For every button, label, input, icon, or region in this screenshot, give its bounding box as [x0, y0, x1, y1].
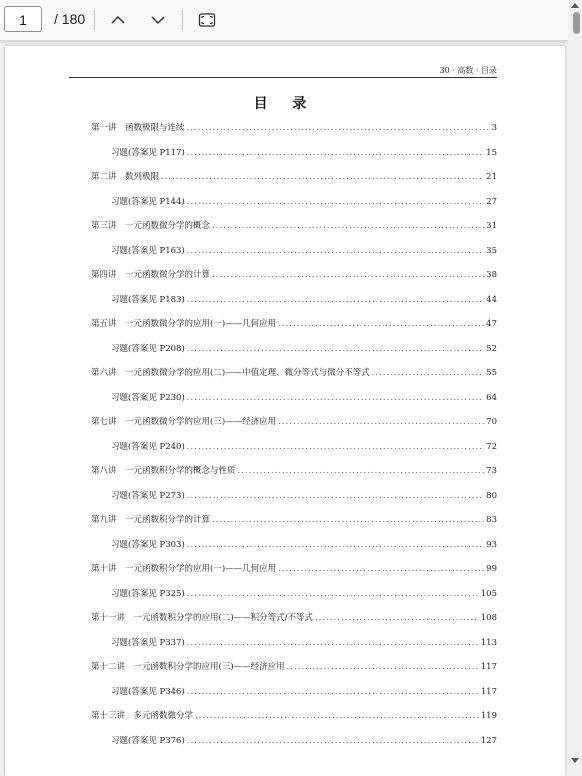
toc-page-number: 35 [486, 245, 497, 256]
toc-leader-dots [187, 197, 484, 207]
toc-chapter-row[interactable] [91, 464, 497, 476]
toc-entry-label: 习题(答案见 P183) [111, 294, 185, 305]
toc-leader-dots [278, 564, 484, 574]
chevron-down-icon [150, 12, 166, 28]
toc-entry-label: 第三讲 一元函数微分学的概念 [91, 221, 211, 231]
toc-leader-dots [161, 172, 484, 182]
toc-entry-label: 第十二讲 一元函数积分学的应用(三)——经济应用 [91, 662, 285, 672]
toc-entry-label: 第五讲 一元函数微分学的应用(一)——几何应用 [91, 319, 277, 329]
toc-leader-dots [287, 662, 479, 672]
fit-page-button[interactable] [195, 8, 219, 32]
toc-page-number: 108 [480, 613, 497, 623]
toc-leader-dots [187, 638, 479, 648]
toc-leader-dots [187, 442, 484, 452]
toolbar-divider [94, 10, 95, 30]
toc-leader-dots [187, 246, 484, 256]
toc-page-number: 105 [480, 588, 497, 599]
toc-exercise-row[interactable] [111, 685, 497, 697]
toc-exercise-row[interactable] [111, 342, 497, 354]
toc-leader-dots [187, 295, 484, 305]
chevron-up-icon [110, 12, 126, 28]
toc-entry-label: 第十三讲 多元函数微分学 [91, 711, 194, 721]
toc-leader-dots [315, 613, 479, 623]
toc-entry-label: 第九讲 一元函数积分学的计算 [91, 515, 211, 525]
toc-entry-label: 第四讲 一元函数微分学的计算 [91, 270, 211, 280]
toc-page-number: 99 [486, 564, 497, 574]
toc-page-number: 93 [486, 539, 497, 550]
toc-exercise-row[interactable] [111, 636, 497, 648]
toc-leader-dots [187, 393, 484, 403]
toc-chapter-row[interactable] [91, 366, 497, 378]
toc-exercise-row[interactable] [111, 293, 497, 305]
toc-page-number: 38 [486, 270, 497, 280]
toc-chapter-row[interactable] [91, 121, 497, 133]
toc-chapter-row[interactable] [91, 268, 497, 280]
toc-exercise-row[interactable] [111, 587, 497, 599]
toc-chapter-row[interactable] [91, 219, 497, 231]
fit-page-icon [198, 12, 216, 28]
toc-page-number: 83 [486, 515, 497, 525]
toc-page-number: 15 [486, 147, 497, 158]
pdf-toolbar [0, 0, 568, 41]
toc-leader-dots [212, 221, 484, 231]
toc-chapter-row[interactable] [91, 709, 497, 721]
toc-page-number: 117 [480, 662, 497, 672]
toc-entry-label: 习题(答案见 P117) [111, 147, 185, 158]
toc-page-number: 21 [486, 172, 497, 182]
toc-leader-dots [187, 123, 490, 133]
toc-exercise-row[interactable] [111, 489, 497, 501]
toc-leader-dots [187, 148, 484, 158]
toc-chapter-row[interactable] [91, 513, 497, 525]
toc-page-number: 31 [486, 221, 497, 231]
toc-title: 目 录 [253, 96, 317, 112]
toc-page-number: 73 [486, 466, 497, 476]
page-total-label: / 180 [54, 11, 86, 27]
toc-leader-dots [372, 368, 485, 378]
toc-leader-dots [187, 540, 484, 550]
toc-page-number: 117 [480, 686, 497, 697]
toc-leader-dots [187, 589, 479, 599]
toc-entry-label: 习题(答案见 P273) [111, 490, 185, 501]
toc-chapter-row[interactable] [91, 611, 497, 623]
toc-page-number: 55 [486, 368, 497, 378]
toc-page-number: 27 [486, 196, 497, 207]
toc-leader-dots [278, 319, 484, 329]
scroll-up-arrow-icon[interactable] [571, 3, 579, 8]
next-page-button[interactable] [146, 8, 170, 32]
toc-entry-label: 习题(答案见 P303) [111, 539, 185, 550]
toc-exercise-row[interactable] [111, 734, 497, 746]
toc-entry-label: 习题(答案见 P144) [111, 196, 185, 207]
toc-page-number: 64 [486, 392, 497, 403]
toc-leader-dots [212, 270, 484, 280]
toc-page-number: 44 [486, 294, 497, 305]
scroll-down-arrow-icon[interactable] [571, 758, 579, 763]
toc-chapter-row[interactable] [91, 170, 497, 182]
toc-exercise-row[interactable] [111, 195, 497, 207]
page-number-input[interactable]: 1 [4, 6, 42, 32]
toc-entry-label: 习题(答案见 P337) [111, 637, 185, 648]
toc-entry-label: 习题(答案见 P230) [111, 392, 185, 403]
toc-entry-label: 习题(答案见 P346) [111, 686, 185, 697]
toc-exercise-row[interactable] [111, 146, 497, 158]
previous-page-button[interactable] [106, 8, 130, 32]
toc-exercise-row[interactable] [111, 391, 497, 403]
toc-leader-dots [187, 344, 484, 354]
toc-entry-label: 第八讲 一元函数积分学的概念与性质 [91, 466, 236, 476]
toc-page-number: 70 [486, 417, 497, 427]
toc-page-number: 47 [486, 319, 497, 329]
toc-entry-label: 习题(答案见 P208) [111, 343, 185, 354]
toc-entry-label: 第二讲 数列极限 [91, 172, 160, 182]
toc-entry-label: 第十讲 一元函数积分学的应用(一)——几何应用 [91, 564, 277, 574]
toc-leader-dots [238, 466, 485, 476]
toc-entry-label: 习题(答案见 P163) [111, 245, 185, 256]
document-page [5, 46, 565, 776]
toc-chapter-row[interactable] [91, 660, 497, 672]
toc-leader-dots [187, 491, 484, 501]
toc-page-number: 3 [491, 123, 497, 133]
toc-entry-label: 第十一讲 一元函数积分学的应用(二)——积分等式/不等式 [91, 613, 313, 623]
toc-exercise-row[interactable] [111, 244, 497, 256]
toc-entry-label: 第七讲 一元函数微分学的应用(三)——经济应用 [91, 417, 277, 427]
toc-exercise-row[interactable] [111, 538, 497, 550]
toc-leader-dots [278, 417, 484, 427]
toc-entry-label: 第六讲 一元函数微分学的应用(二)——中值定理、微分等式与微分不等式 [91, 368, 370, 378]
toc-chapter-row[interactable] [91, 317, 497, 329]
toolbar-divider [182, 10, 183, 30]
toc-page-number: 119 [480, 711, 497, 721]
toc-chapter-row[interactable] [91, 415, 497, 427]
toc-entry-label: 习题(答案见 P325) [111, 588, 185, 599]
toc-page-number: 113 [480, 637, 497, 648]
toc-entry-label: 习题(答案见 P376) [111, 735, 185, 746]
running-head: 30 · 高数 · 目录 [439, 66, 497, 75]
toc-page-number: 72 [486, 441, 497, 452]
toc-page-number: 52 [486, 343, 497, 354]
toc-page-number: 127 [480, 735, 497, 746]
toc-exercise-row[interactable] [111, 440, 497, 452]
toc-entry-label: 习题(答案见 P240) [111, 441, 185, 452]
vertical-scrollbar[interactable] [568, 0, 582, 767]
toc-chapter-row[interactable] [91, 562, 497, 574]
toc-entry-label: 第一讲 函数极限与连续 [91, 123, 185, 133]
scroll-thumb[interactable] [573, 12, 580, 34]
toc-leader-dots [187, 736, 479, 746]
toc-leader-dots [195, 711, 479, 721]
toc-leader-dots [212, 515, 484, 525]
toc-leader-dots [187, 687, 479, 697]
header-rule [69, 77, 497, 78]
toc-page-number: 80 [486, 490, 497, 501]
